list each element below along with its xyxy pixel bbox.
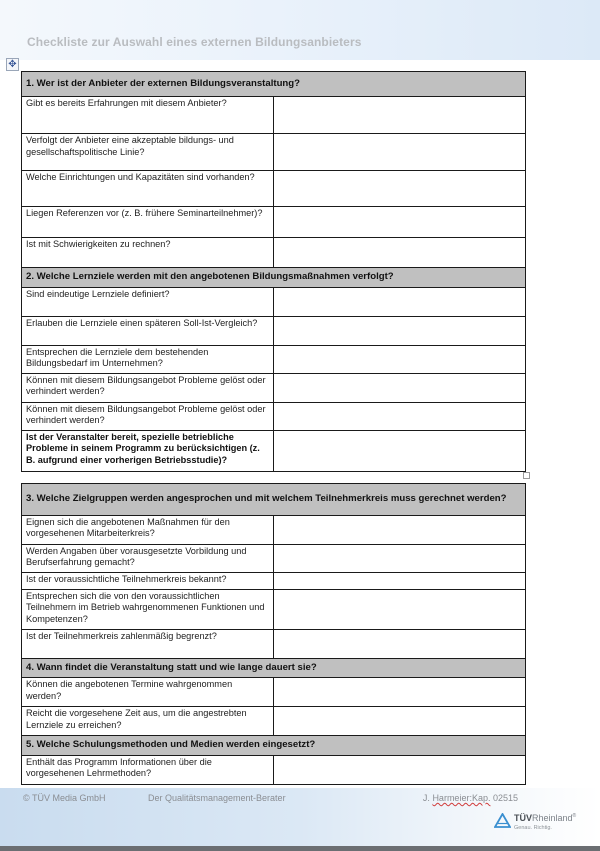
table-row [22, 589, 526, 629]
question-cell: Ist der Teilnehmerkreis zahlenmäßig begrenzt? [22, 629, 274, 658]
table-row [22, 134, 526, 171]
footer-copyright: © TÜV Media GmbH [23, 793, 106, 803]
table-row [22, 345, 526, 373]
answer-cell[interactable] [274, 171, 526, 207]
answer-cell[interactable] [274, 134, 526, 171]
answer-cell[interactable] [274, 755, 526, 784]
table-row [22, 97, 526, 134]
author-prefix: J. [422, 793, 433, 803]
document-title: Checkliste zur Auswahl eines externen Bildungsanbieters [27, 35, 362, 49]
table-move-handle-icon[interactable]: ✥ [6, 58, 19, 71]
table-row [22, 707, 526, 736]
triangle-logo-icon [494, 813, 511, 828]
section-header [22, 736, 526, 756]
table-row [22, 316, 526, 345]
question-cell: Können mit diesem Bildungsangebot Probleme gelöst oder verhindert werden? [22, 373, 274, 402]
answer-cell[interactable] [274, 97, 526, 134]
table-row [22, 544, 526, 572]
answer-cell[interactable] [274, 678, 526, 707]
question-cell: Enthält das Programm Informationen über die vorgesehenen Lehrmethoden? [22, 755, 274, 784]
answer-cell[interactable] [274, 316, 526, 345]
question-cell: Eignen sich die angebotenen Maßnahmen für den vorgesehenen Mitarbeiterkreis? [22, 515, 274, 544]
question-cell: Liegen Referenzen vor (z. B. frühere Seminarteilnehmer)? [22, 207, 274, 238]
table-row [22, 171, 526, 207]
answer-cell[interactable] [274, 707, 526, 736]
page-bottom-edge [0, 846, 600, 851]
logo-tagline: Genau. Richtig. [514, 825, 552, 831]
question-cell: Reicht die vorgesehene Zeit aus, um die angestrebten Lernziele zu erreichen? [22, 707, 274, 736]
answer-cell[interactable] [274, 238, 526, 268]
answer-cell[interactable] [274, 589, 526, 629]
answer-cell[interactable] [274, 544, 526, 572]
footer-series-title: Der Qualitätsmanagement-Berater [148, 793, 286, 803]
section-header [22, 483, 526, 515]
table-row [22, 238, 526, 268]
answer-cell[interactable] [274, 207, 526, 238]
question-cell: Entsprechen sich die von den voraussichtlichen Teilnehmern im Betrieb wahrgenommenen Funktionen und Kompetenzen? [22, 589, 274, 629]
author-name: Harmeier:Kap. [432, 793, 491, 803]
answer-cell[interactable] [274, 629, 526, 658]
table-resize-handle[interactable] [523, 472, 530, 479]
table-row [22, 572, 526, 589]
section-header [22, 268, 526, 288]
question-cell: Gibt es bereits Erfahrungen mit diesem Anbieter? [22, 97, 274, 134]
question-cell: Verfolgt der Anbieter eine akzeptable bildungs- und gesellschaftspolitische Linie? [22, 134, 274, 171]
section-heading: 1. Wer ist der Anbieter der externen Bildungsveranstaltung? [22, 72, 526, 97]
table-row [22, 207, 526, 238]
tuv-rheinland-logo [494, 811, 594, 837]
logo-brand: TÜVRheinland® [514, 813, 577, 823]
checklist-table [21, 71, 526, 785]
question-cell: Können die angebotenen Termine wahrgenommen werden? [22, 678, 274, 707]
question-cell: Können mit diesem Bildungsangebot Probleme gelöst oder verhindert werden? [22, 402, 274, 430]
table-row [22, 629, 526, 658]
table-row [22, 430, 526, 471]
table-spacer [22, 471, 526, 483]
question-cell: Ist mit Schwierigkeiten zu rechnen? [22, 238, 274, 268]
table-row [22, 287, 526, 316]
table-row [22, 755, 526, 784]
answer-cell[interactable] [274, 430, 526, 471]
question-cell: Entsprechen die Lernziele dem bestehenden Bildungsbedarf im Unternehmen? [22, 345, 274, 373]
header-band [0, 0, 600, 60]
section-heading: 3. Welche Zielgruppen werden angesprochen und mit welchem Teilnehmerkreis muss gerechnet werden? [22, 483, 526, 515]
section-heading: 4. Wann findet die Veranstaltung statt und wie lange dauert sie? [22, 658, 526, 678]
question-cell: Welche Einrichtungen und Kapazitäten sind vorhanden? [22, 171, 274, 207]
answer-cell[interactable] [274, 572, 526, 589]
footer-code: 02515 [490, 793, 518, 803]
section-heading: 5. Welche Schulungsmethoden und Medien werden eingesetzt? [22, 736, 526, 756]
section-heading: 2. Welche Lernziele werden mit den angebotenen Bildungsmaßnahmen verfolgt? [22, 268, 526, 288]
answer-cell[interactable] [274, 345, 526, 373]
table-row [22, 515, 526, 544]
table-row [22, 402, 526, 430]
answer-cell[interactable] [274, 287, 526, 316]
table-row [22, 373, 526, 402]
question-cell: Werden Angaben über vorausgesetzte Vorbildung und Berufserfahrung gemacht? [22, 544, 274, 572]
question-cell: Ist der voraussichtliche Teilnehmerkreis bekannt? [22, 572, 274, 589]
question-cell: Ist der Veranstalter bereit, spezielle betriebliche Probleme in seinem Programm zu berücksichtigen (z. B. aufgrund einer vorherigen Betriebsstudie)? [22, 430, 274, 471]
answer-cell[interactable] [274, 373, 526, 402]
table-row [22, 678, 526, 707]
section-header [22, 658, 526, 678]
answer-cell[interactable] [274, 402, 526, 430]
footer-author [423, 793, 518, 803]
answer-cell[interactable] [274, 515, 526, 544]
question-cell: Sind eindeutige Lernziele definiert? [22, 287, 274, 316]
section-header [22, 72, 526, 97]
question-cell: Erlauben die Lernziele einen späteren Soll-Ist-Vergleich? [22, 316, 274, 345]
